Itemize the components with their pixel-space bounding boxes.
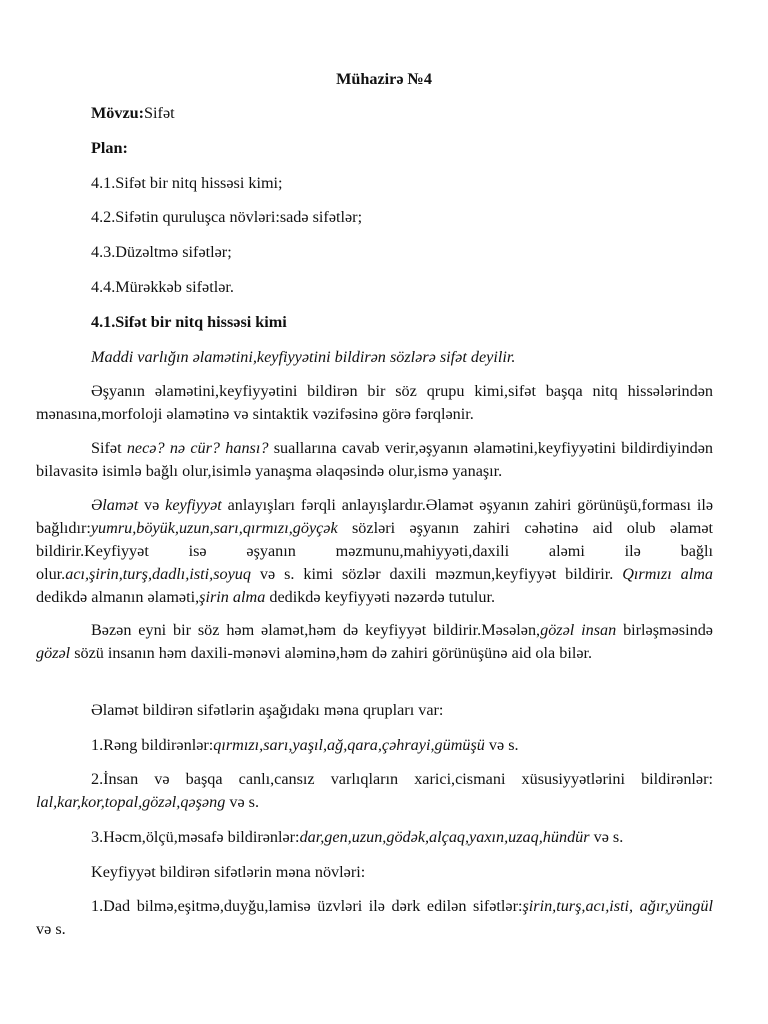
p3-examples: yumru,böyük,uzun,sarı,qırmızı,göyçək	[90, 519, 338, 537]
paragraph-2	[36, 437, 713, 483]
p4-text: Bəzən eyni bir söz həm əlamət,həm də keyfiyyət bildirir.Məsələn,	[91, 621, 541, 639]
p4-example: gözəl	[36, 644, 71, 662]
paragraph-3	[36, 494, 713, 609]
p3-example: şirin alma	[199, 588, 266, 606]
group-label: 3.Həcm,ölçü,məsafə bildirənlər:	[91, 828, 300, 846]
p2-questions: necə? nə cür? hansı?	[126, 439, 269, 457]
paragraph-4	[36, 619, 713, 665]
p3-examples: acı,şirin,turş,dadlı,isti,soyuq	[65, 565, 251, 583]
p2-text: suallarına cavab verir,əşyanın əlamətini,keyfiyyətini bildirdiyindən bilavasitə isimlə bağlı olur,isimlə yanaşma əlaqəsində olur,ismə yanaşır.	[36, 439, 713, 480]
document-title: Mühazirə №4	[336, 70, 432, 88]
plan-item: 4.3.Düzəltmə sifətlər;	[91, 243, 232, 261]
p3-term: keyfiyyət	[165, 496, 222, 514]
p3-term: Əlamət	[91, 496, 139, 514]
paragraph-5: Əlamət bildirən sifətlərin aşağıdakı məna qrupları var:	[91, 701, 444, 719]
plan-item: 4.4.Mürəkkəb sifətlər.	[91, 278, 234, 296]
p3-text: anlayışları fərqli anlayışlardır.Əlamət əşyanın zahiri görünüşü,forması ilə bağlıdır:	[36, 496, 714, 537]
group-examples: lal,kar,kor,topal,gözəl,qəşəng	[36, 793, 226, 811]
group-suffix: və s.	[484, 736, 519, 754]
quality-group-1	[36, 895, 713, 941]
group-examples: şirin,turş,acı,isti, ağır,yüngül	[522, 897, 713, 915]
plan-item: 4.2.Sifətin quruluşca növləri:sadə sifətlər;	[91, 208, 363, 226]
group-suffix: və s.	[225, 793, 260, 811]
group-size	[91, 826, 713, 849]
p4-text: birləşməsində	[616, 621, 713, 639]
definition: Maddi varlığın əlamətini,keyfiyyətini bildirən sözlərə sifət deyilir.	[91, 348, 516, 366]
p3-example: Qırmızı alma	[622, 565, 713, 583]
topic-label: Mövzu:	[91, 104, 145, 122]
group-colors	[91, 734, 713, 757]
p3-text: və s. kimi sözlər daxili məzmun,keyfiyyət bildirir.	[250, 565, 623, 583]
group-suffix: və s.	[589, 828, 624, 846]
p3-text: dedikdə keyfiyyəti nəzərdə tutulur.	[265, 588, 495, 606]
group-examples: qırmızı,sarı,yaşıl,ağ,qara,çəhrayi,gümüşü	[213, 736, 485, 754]
paragraph-6: Keyfiyyət bildirən sifətlərin məna növləri:	[91, 863, 366, 881]
section-heading: 4.1.Sifət bir nitq hissəsi kimi	[91, 313, 287, 331]
group-label: 1.Dad bilmə,eşitmə,duyğu,lamisə üzvləri ilə dərk edilən sifətlər:	[91, 897, 523, 915]
p4-text: sözü insanın həm daxili-mənəvi aləminə,həm də zahiri görünüşünə aid ola bilər.	[70, 644, 593, 662]
plan-label: Plan:	[91, 139, 128, 157]
paragraph-1: Əşyanın əlamətini,keyfiyyətini bildirən bir söz qrupu kimi,sifət başqa nitq hissələrindən mənasına,morfoloji əlamətinə və sintaktik vəzifəsinə görə fərqlənir.	[36, 382, 713, 423]
group-suffix: və s.	[36, 920, 66, 938]
group-examples: dar,gen,uzun,gödək,alçaq,yaxın,uzaq,hündür	[299, 828, 590, 846]
p4-example: gözəl insan	[540, 621, 617, 639]
topic-line	[91, 102, 713, 125]
p3-text: və	[138, 496, 166, 514]
p2-text: Sifət	[91, 439, 127, 457]
p3-text: dedikdə almanın əlaməti,	[36, 588, 200, 606]
topic-value: Sifət	[144, 104, 175, 122]
group-label: 2.İnsan və başqa canlı,cansız varlıqların xarici,cismani xüsusiyyətlərini bildirənlər:	[91, 770, 713, 788]
group-label: 1.Rəng bildirənlər:	[91, 736, 214, 754]
plan-item: 4.1.Sifət bir nitq hissəsi kimi;	[91, 174, 283, 192]
group-physical	[36, 768, 713, 814]
p3-text: sözləri əşyanın zahiri cəhətinə aid olub əlamət bildirir.Keyfiyyət isə əşyanın məzmunu,mahiyyəti,daxili aləmi ilə bağlı olur.	[36, 519, 713, 583]
